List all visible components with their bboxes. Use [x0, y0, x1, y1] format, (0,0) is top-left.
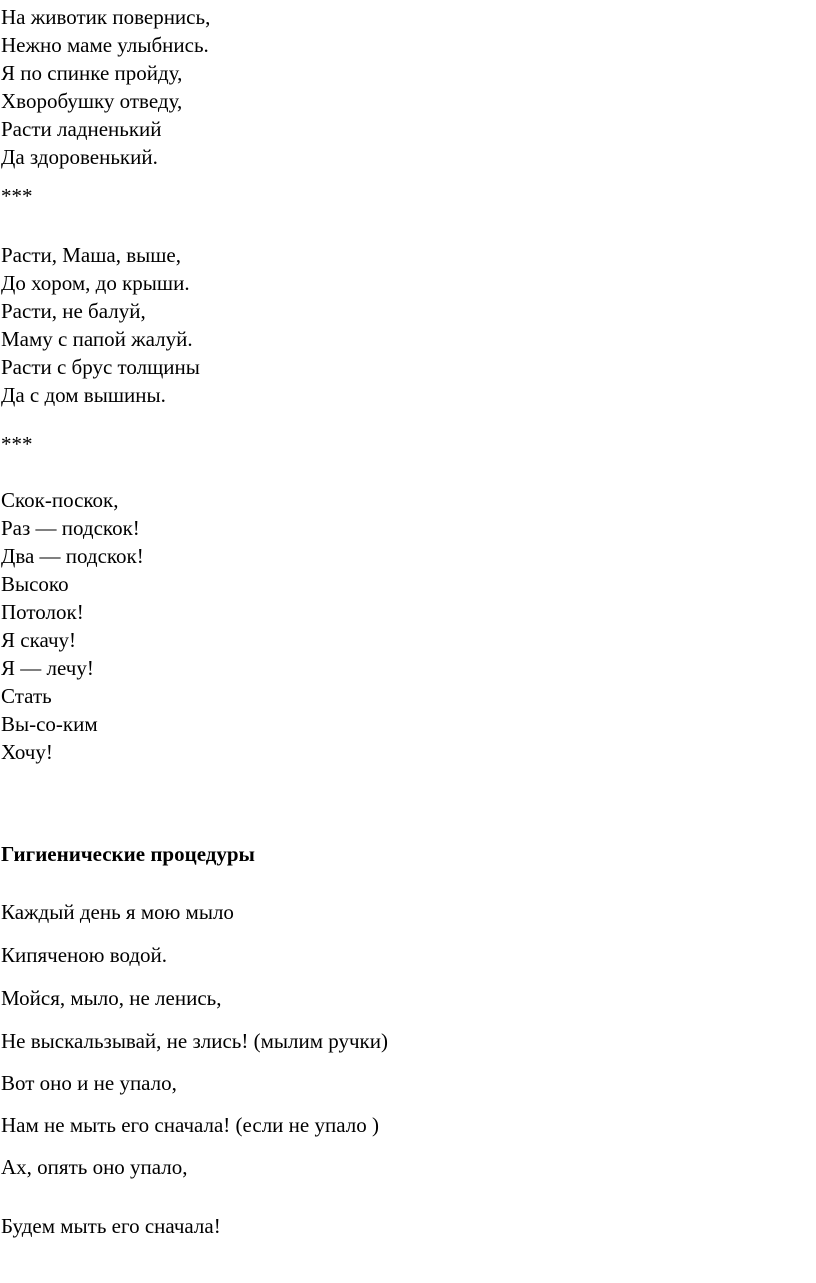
poem-line: Кипяченою водой. — [1, 943, 168, 967]
poem-line: На животик повернись, — [1, 5, 211, 29]
poem-line: Хочу! — [1, 740, 53, 764]
poem-line: Маму с папой жалуй. — [1, 327, 193, 351]
poem-line: Расти, не балуй, — [1, 299, 146, 323]
poem-line: До хором, до крыши. — [1, 271, 190, 295]
poem-line: Высоко — [1, 572, 69, 596]
poem-line: Мойся, мыло, не ленись, — [1, 986, 222, 1010]
poem-line: Да здоровенький. — [1, 145, 158, 169]
poem-line: Хворобушку отведу, — [1, 89, 183, 113]
poem-line: Расти ладненький — [1, 117, 162, 141]
stanza-separator: *** — [1, 432, 33, 456]
poem-line: Нам не мыть его сначала! (если не упало ) — [1, 1113, 379, 1137]
poem-line: Два — подскок! — [1, 544, 144, 568]
poem-line: Потолок! — [1, 600, 84, 624]
poem-line: Я по спинке пройду, — [1, 61, 183, 85]
poem-line: Не выскальзывай, не злись! (мылим ручки) — [1, 1029, 388, 1053]
poem-line: Я — лечу! — [1, 656, 94, 680]
poem-line: Каждый день я мою мыло — [1, 900, 234, 924]
poem-line: Да с дом вышины. — [1, 383, 166, 407]
stanza-separator: *** — [1, 184, 33, 208]
poem-line: Нежно маме улыбнись. — [1, 33, 209, 57]
poem-line: Вы-со-ким — [1, 712, 98, 736]
poem-line: Расти, Маша, выше, — [1, 243, 181, 267]
poem-line: Ах, опять оно упало, — [1, 1155, 188, 1179]
poem-line: Стать — [1, 684, 52, 708]
poem-line: Расти с брус толщины — [1, 355, 200, 379]
poem-line: Раз — подскок! — [1, 516, 140, 540]
poem-line: Будем мыть его сначала! — [1, 1214, 221, 1238]
poem-line: Вот оно и не упало, — [1, 1071, 177, 1095]
poem-line: Я скачу! — [1, 628, 76, 652]
poem-line: Скок-поскок, — [1, 488, 119, 512]
section-heading: Гигиенические процедуры — [1, 842, 255, 866]
